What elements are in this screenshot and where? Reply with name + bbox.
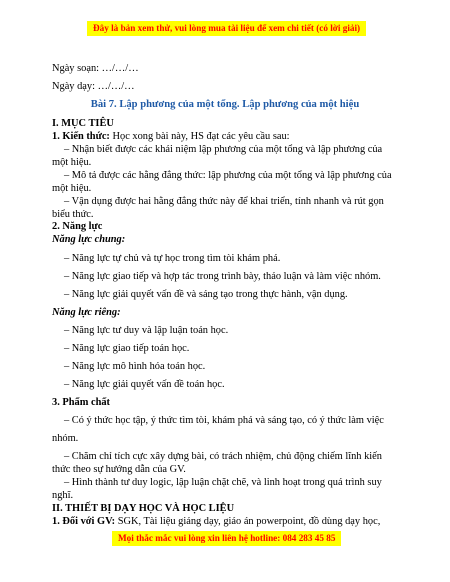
ngay-day: Ngày dạy: …/…/…: [52, 81, 135, 92]
nlc-item-2: – Năng lực giao tiếp và hợp tác trong trình bày, thảo luận và làm việc nhóm.: [64, 271, 381, 282]
kt2-line-a: – Mô tả được các hằng đẳng thức: lập phương của một tổng và lập phương của: [64, 170, 392, 181]
gv-text: SGK, Tài liệu giảng dạy, giáo án powerpoint, đồ dùng dạy học,: [115, 516, 381, 527]
kt3-line-b: biểu thức.: [52, 209, 94, 220]
gv-line: [52, 515, 380, 528]
pc3-line-a: – Hình thành tư duy logic, lập luận chặt chẽ, và linh hoạt trong quá trình suy: [64, 477, 382, 488]
nlr-item-4: – Năng lực giải quyết vấn đề toán học.: [64, 379, 225, 390]
nlc-item-3: – Năng lực giải quyết vấn đề và sáng tạo trong thực hành, vận dụng.: [64, 289, 348, 300]
ngay-soan: Ngày soạn: …/…/…: [52, 63, 139, 74]
section-thiet-bi: II. THIẾT BỊ DẠY HỌC VÀ HỌC LIỆU: [52, 503, 235, 514]
nlr-item-2: – Năng lực giao tiếp toán học.: [64, 343, 190, 354]
kt1-line-b: một hiệu.: [52, 157, 92, 168]
gv-label: 1. Đối với GV:: [52, 516, 116, 527]
hotline-footer: Mọi thắc mắc vui lòng xin liên hệ hotline: 084 283 45 85: [112, 531, 341, 546]
kt2-line-b: một hiệu.: [52, 183, 92, 194]
pc2-line-b: thức theo sự hướng dẫn của GV.: [52, 464, 186, 475]
preview-banner: Đây là bản xem thử, vui lòng mua tài liệu để xem chi tiết (có lời giải): [87, 21, 366, 36]
kien-thuc-label: 1. Kiến thức:: [52, 131, 110, 142]
nlr-item-3: – Năng lực mô hình hóa toán học.: [64, 361, 206, 372]
pc3-line-b: nghĩ.: [52, 490, 74, 501]
nang-luc-rieng-label: Năng lực riêng:: [52, 307, 121, 318]
nang-luc-heading: 2. Năng lực: [52, 221, 103, 232]
lesson-title: Bài 7. Lập phương của một tổng. Lập phương của một hiệu: [90, 99, 360, 110]
kien-thuc-text: Học xong bài này, HS đạt các yêu cầu sau:: [109, 131, 290, 142]
pc2-line-a: – Chăm chỉ tích cực xây dựng bài, có trách nhiệm, chủ động chiếm lĩnh kiến: [64, 451, 382, 462]
nlc-item-1: – Năng lực tự chủ và tự học trong tìm tòi khám phá.: [64, 253, 281, 264]
pc1-line-b: nhóm.: [52, 433, 79, 444]
pham-chat-heading: 3. Phẩm chất: [52, 397, 111, 408]
pc1-line-a: – Có ý thức học tập, ý thức tìm tòi, khám phá và sáng tạo, có ý thức làm việc: [64, 415, 384, 426]
nlr-item-1: – Năng lực tư duy và lập luận toán học.: [64, 325, 229, 336]
kt3-line-a: – Vận dụng được hai hằng đẳng thức này để khai triển, tính nhanh và rút gọn: [64, 196, 384, 207]
nang-luc-chung-label: Năng lực chung:: [52, 234, 126, 245]
kt1-line-a: – Nhận biết được các khái niệm lập phương của một tổng và lập phương của: [64, 144, 383, 155]
section-muc-tieu: I. MỤC TIÊU: [52, 118, 114, 129]
kien-thuc-line: [52, 130, 290, 143]
